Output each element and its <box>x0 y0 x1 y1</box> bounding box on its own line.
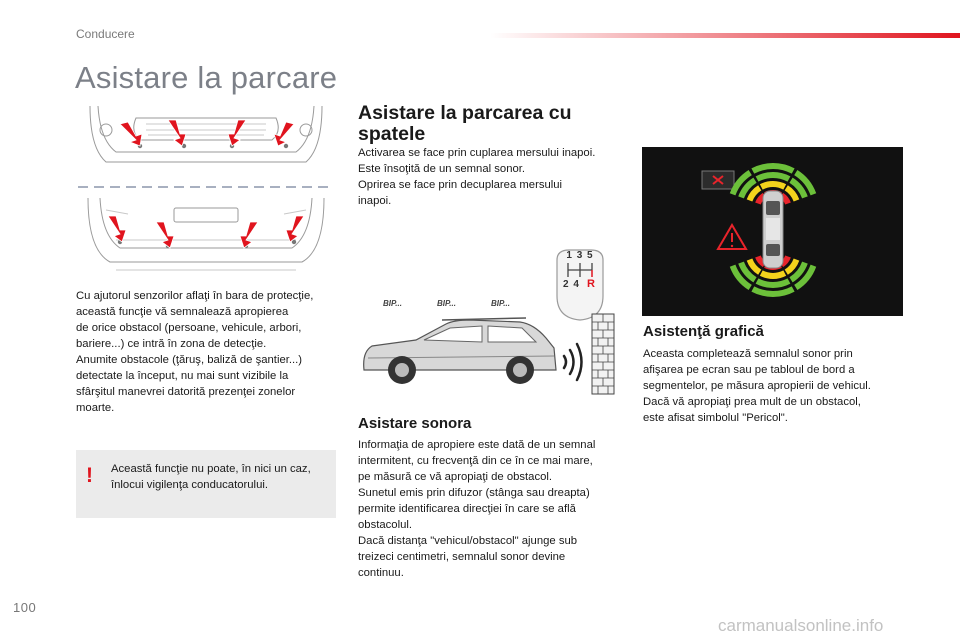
exclamation-icon: ! <box>86 464 93 487</box>
gear-reverse-label: R <box>587 278 595 290</box>
gear-row-bottom: 2 4 <box>563 279 580 290</box>
graphic-heading: Asistenţă grafică <box>643 323 764 340</box>
car-icon <box>364 318 556 384</box>
warning-box <box>76 450 336 518</box>
danger-warning-icon <box>718 225 746 249</box>
beep-label: BIP... <box>491 299 510 308</box>
close-icon <box>702 171 734 189</box>
intro-paragraph: Cu ajutorul senzorilor aflaţi în bara de protecţie, această funcţie vă semnalează apropierea de orice obstacol (persoane, vehicule, arbori, bariere...) ce intră în zona de detecţie. Anumite obstacole (ţăruş, baliză de şantier...) detectate la început, nu mai sunt vizibile la sfârşitul manevrei datorită prezenţei zonelor moarte. <box>76 290 314 414</box>
rear-parking-heading: Asistare la parcarea cu spatele <box>358 102 572 145</box>
proximity-segment <box>756 172 791 182</box>
sound-paragraph: Informaţia de apropiere este dată de un semnal intermitent, cu frecvenţă din ce în ce mai mare, pe măsură ce vă apropiaţi de obstacol. Sunetul emis prin difuzor (stânga sau dreapta) permite identificarea direcţiei în care se află obstacolul. Dacă distanţa "vehicul/obstacol" ajunge sub treizeci centimetri, semnalul sonor devine continuu. <box>358 439 596 579</box>
parking-display <box>642 147 903 316</box>
graphic-paragraph: Aceasta completează semnalul sonor prin afişarea pe ecran sau pe tabloul de bord a segmentelor, pe măsura apropierii de vehicul. Dacă vă apropiaţi prea mult de un obstacol, este afisat simbolul "Pericol". <box>643 348 871 424</box>
section-label: Conducere <box>76 27 135 41</box>
wall-icon <box>592 314 614 394</box>
beep-label: BIP... <box>437 299 456 308</box>
car-top-view-icon <box>763 191 783 268</box>
header-accent-line <box>490 33 960 38</box>
proximity-segment <box>756 278 791 288</box>
watermark: carmanualsonline.info <box>718 616 884 635</box>
car-sound-illustration <box>358 312 618 398</box>
rear-parking-paragraph: Activarea se face prin cuplarea mersului inapoi. Este însoţită de un semnal sonor. Oprirea se face prin decuplarea mersului inapoi. <box>358 147 596 207</box>
proximity-segment <box>760 181 786 190</box>
page-number: 100 <box>13 600 37 615</box>
page-title: Asistare la parcare <box>75 60 338 95</box>
proximity-segment <box>760 270 786 279</box>
beep-label: BIP... <box>383 299 402 308</box>
sensor-illustration <box>76 100 336 282</box>
sound-heading: Asistare sonora <box>358 415 472 432</box>
warning-text: Această funcţie nu poate, în nici un caz, înlocui vigilenţa conducatorului. <box>111 463 311 491</box>
gear-row-top: 1 3 5 <box>566 250 594 261</box>
sound-waves-icon <box>564 344 582 380</box>
